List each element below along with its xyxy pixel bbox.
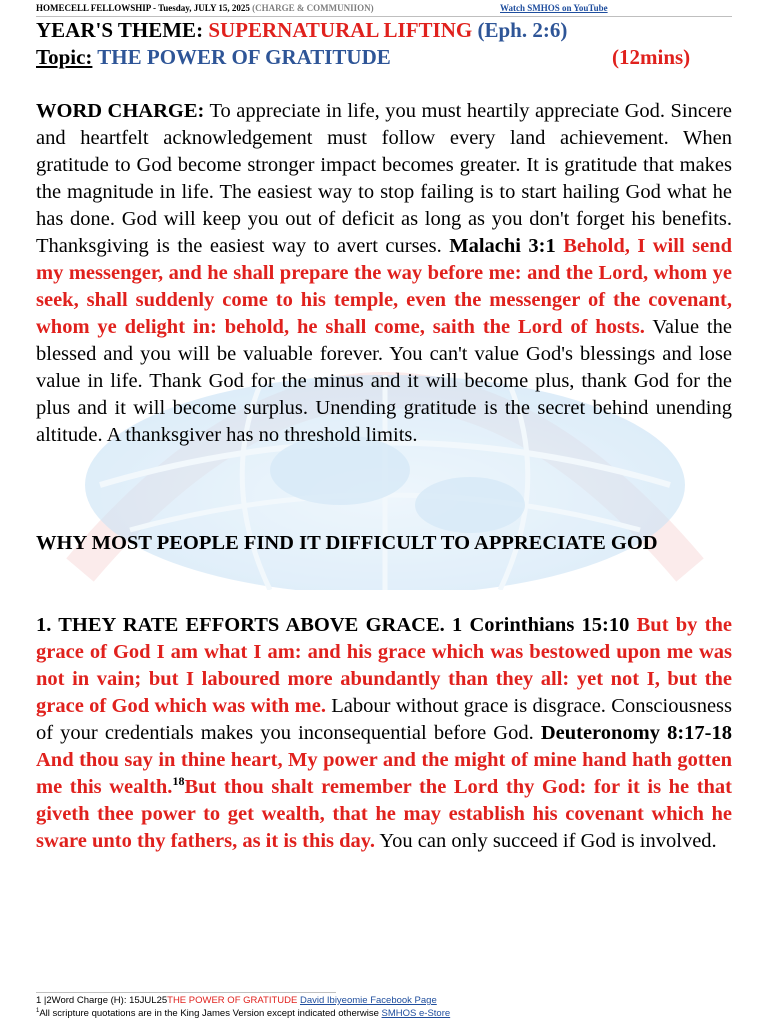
facebook-page-link[interactable]: David Ibiyeomie Facebook Page (299, 995, 437, 1006)
page-header (36, 2, 732, 17)
point-1-paragraph: 1. THEY RATE EFFORTS ABOVE GRACE. 1 Corinthians 15:10 But by the grace of God I am what I am: and his grace which was bestowed upon me was not in vain; but I laboured more abundantly than they all: yet not I, but the grace of God which was with me. Labour without grace is disgrace. Consciousness of your credentials makes you inconsequential before God. Deuteronomy 8:17-18 And thou say in thine heart, My power and the might of mine hand hath gotten me this wealth.$^{18}$But thou shalt remember the Lord thy God: for it is he that giveth thee power to get wealth, that he may establish his covenant which he sware unto thy fathers, as it is this day. You can only succeed if God is involved. (36, 614, 733, 852)
page-footer (36, 994, 736, 1020)
footer-line-1: 1 |2Word Charge (H): 15JUL25THE POWER OF GRATITUDE David Ibiyeomie Facebook Page (36, 995, 437, 1006)
footer-line-2: $^1$All scripture quotations are in the King James Version except indicated otherwise SMHOS e-Store (36, 1007, 451, 1019)
word-charge-paragraph: WORD CHARGE: To appreciate in life, you must heartily appreciate God. Sincere and heartfelt acknowledgement must follow every land achievement. When gratitude to God become stronger impact becomes greater. It is gratitude that makes the magnitude in life. The easiest way to stop failing is to start hailing God what he has done. God will keep you out of deficit as long as you don't forget his benefits. Thanksgiving is the easiest way to avert curses. Malachi 3:1 Behold, I will send my messenger, and he shall prepare the way before me: and the Lord, whom ye seek, shall suddenly come to his temple, even the messenger of the covenant, whom ye delight in: behold, he shall come, saith the Lord of hosts. Value the blessed and you will be valuable forever. You can't value God's blessings and lose value in life. Thank God for the minus and it will become plus, thank God for the plus and it will become surplus. Unending gratitude is the secret behind unending altitude. A thanksgiver has no threshold limits. (36, 100, 732, 446)
header-subtitle: (CHARGE & COMMUNIION) (252, 3, 374, 13)
scripture-quote: And thou say in thine heart, My power and the might of mine hand hath gotten me this wealth. (36, 749, 732, 798)
theme-reference: (Eph. 2:6) (472, 18, 568, 42)
header-fellowship-date: HOMECELL FELLOWSHIP - Tuesday, JULY 15, 2025 (CHARGE & COMMUNIION) (36, 3, 374, 13)
e-store-link[interactable]: SMHOS e-Store (381, 1008, 451, 1019)
topic-duration: (12mins) (612, 45, 691, 69)
youtube-link[interactable]: Watch SMHOS on YouTube (500, 3, 608, 13)
scripture-reference: Malachi 3:1 (449, 235, 556, 257)
scripture-quote: But by the grace of God I am what I am: and his grace which was bestowed upon me was not in vain; but I laboured more abundantly than they all: yet not I, but the grace of God which was with me. (36, 614, 732, 717)
years-theme (36, 17, 732, 43)
scripture-reference: 1 Corinthians 15:10 (444, 614, 630, 636)
scripture-quote: Behold, I will send my messenger, and he shall prepare the way before me: and the Lord, whom ye seek, shall suddenly come to his temple, even the messenger of the covenant, whom ye delight in: behold, he shall come, saith the Lord of hosts. (36, 235, 732, 338)
topic-label: Topic: (36, 45, 93, 69)
word-charge-label: WORD CHARGE: (36, 100, 205, 122)
theme-value: SUPERNATURAL LIFTING (208, 18, 473, 42)
topic-title: THE POWER OF GRATITUDE (92, 45, 391, 69)
topic-line (36, 44, 732, 70)
scripture-quote: But thou shalt remember the Lord thy God: for it is he that giveth thee power to get wealth, that he may establish his covenant which he sware unto thy fathers, as it is this day. (36, 776, 733, 852)
theme-label: YEAR'S THEME: (36, 18, 209, 42)
verse-number: 18 (172, 774, 185, 789)
point-1-title: 1. THEY RATE EFFORTS ABOVE GRACE. (36, 614, 445, 636)
section-heading: WHY MOST PEOPLE FIND IT DIFFICULT TO APPRECIATE GOD (36, 532, 658, 554)
footer-divider (36, 992, 336, 993)
scripture-reference: Deuteronomy 8:17-18 (540, 722, 733, 744)
footer-title: THE POWER OF GRATITUDE (167, 995, 298, 1006)
footnote-marker: 1 (36, 1007, 40, 1014)
